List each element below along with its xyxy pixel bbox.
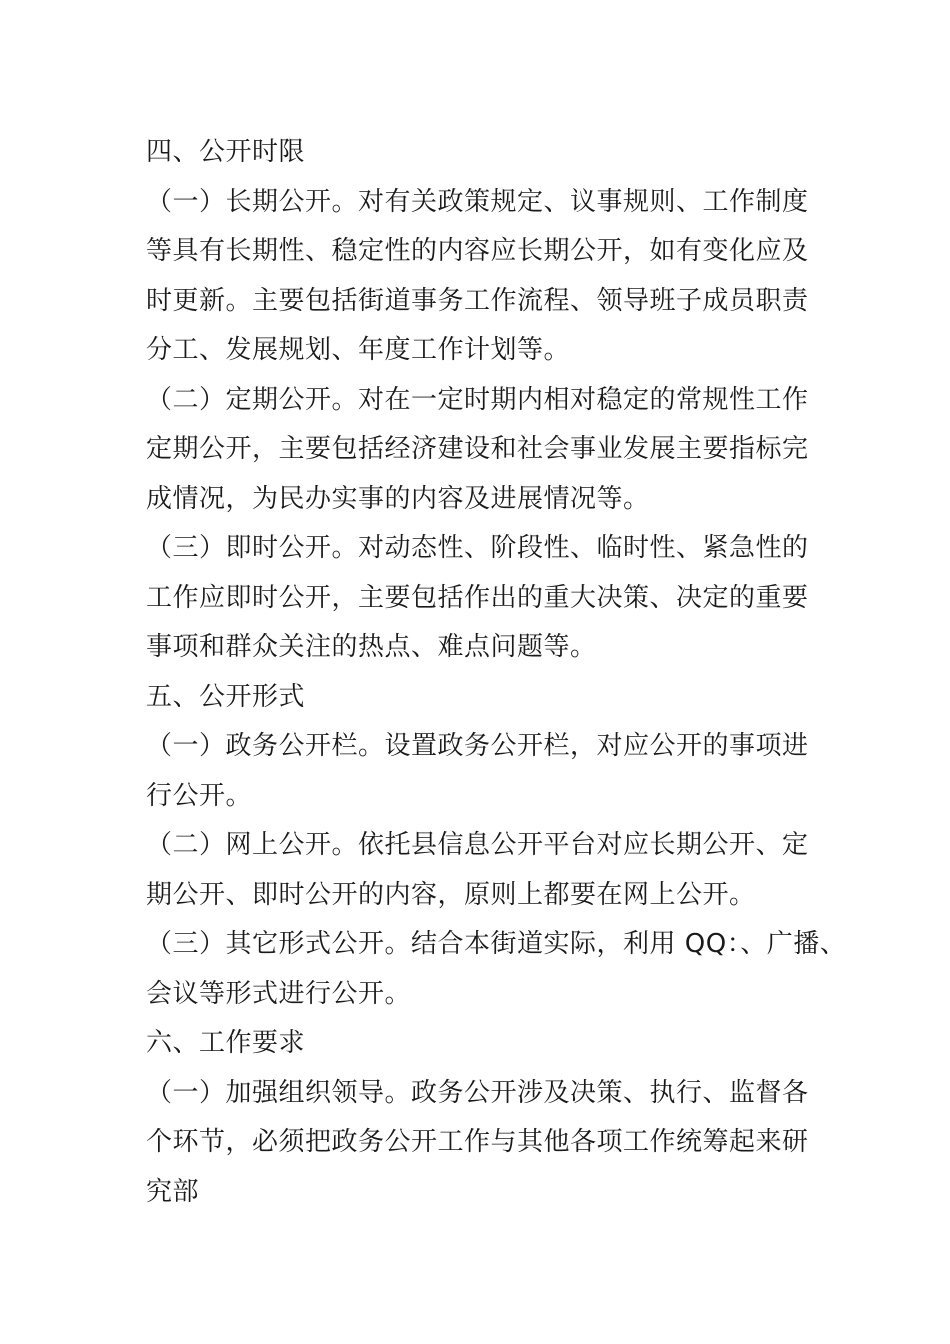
section-heading-disclosure-form: 五、公开形式	[146, 681, 306, 712]
paragraph-line: （二）网上公开。依托县信息公开平台对应长期公开、定	[146, 830, 809, 860]
paragraph-line: 个环节，必须把政务公开工作与其他各项工作统筹起来研	[146, 1127, 809, 1157]
paragraph-line: 会议等形式进行公开。	[146, 978, 412, 1009]
paragraph-line: 期公开、即时公开的内容，原则上都要在网上公开。	[146, 879, 756, 910]
section-heading-work-requirements: 六、工作要求	[146, 1028, 306, 1058]
paragraph-line: 行公开。	[146, 780, 253, 811]
paragraph-line: （一）政务公开栏。设置政务公开栏，对应公开的事项进	[146, 731, 809, 761]
paragraph-line: 工作应即时公开，主要包括作出的重大决策、决定的重要	[146, 582, 809, 613]
paragraph-line: （二）定期公开。对在一定时期内相对稳定的常规性工作	[146, 384, 809, 415]
paragraph-line: 定期公开，主要包括经济建设和社会事业发展主要指标完	[146, 434, 809, 464]
paragraph-line: （三）其它形式公开。结合本街道实际，利用 QQ：、广播、	[146, 929, 847, 959]
paragraph-line: 时更新。主要包括街道事务工作流程、领导班子成员职责	[146, 285, 809, 316]
paragraph-line: （一）长期公开。对有关政策规定、议事规则、工作制度	[146, 186, 809, 217]
paragraph-line: 等具有长期性、稳定性的内容应长期公开，如有变化应及	[146, 236, 809, 266]
paragraph-line: 分工、发展规划、年度工作计划等。	[146, 335, 571, 365]
section-heading-disclosure-period: 四、公开时限	[146, 137, 306, 167]
paragraph-line: 究部	[146, 1176, 200, 1207]
paragraph-line: （三）即时公开。对动态性、阶段性、临时性、紧急性的	[146, 533, 809, 563]
document-body	[146, 128, 847, 1217]
paragraph-line: 成情况，为民办实事的内容及进展情况等。	[146, 483, 650, 514]
paragraph-line: （一）加强组织领导。政务公开涉及决策、执行、监督各	[146, 1077, 809, 1108]
paragraph-line: 事项和群众关注的热点、难点问题等。	[146, 632, 597, 662]
